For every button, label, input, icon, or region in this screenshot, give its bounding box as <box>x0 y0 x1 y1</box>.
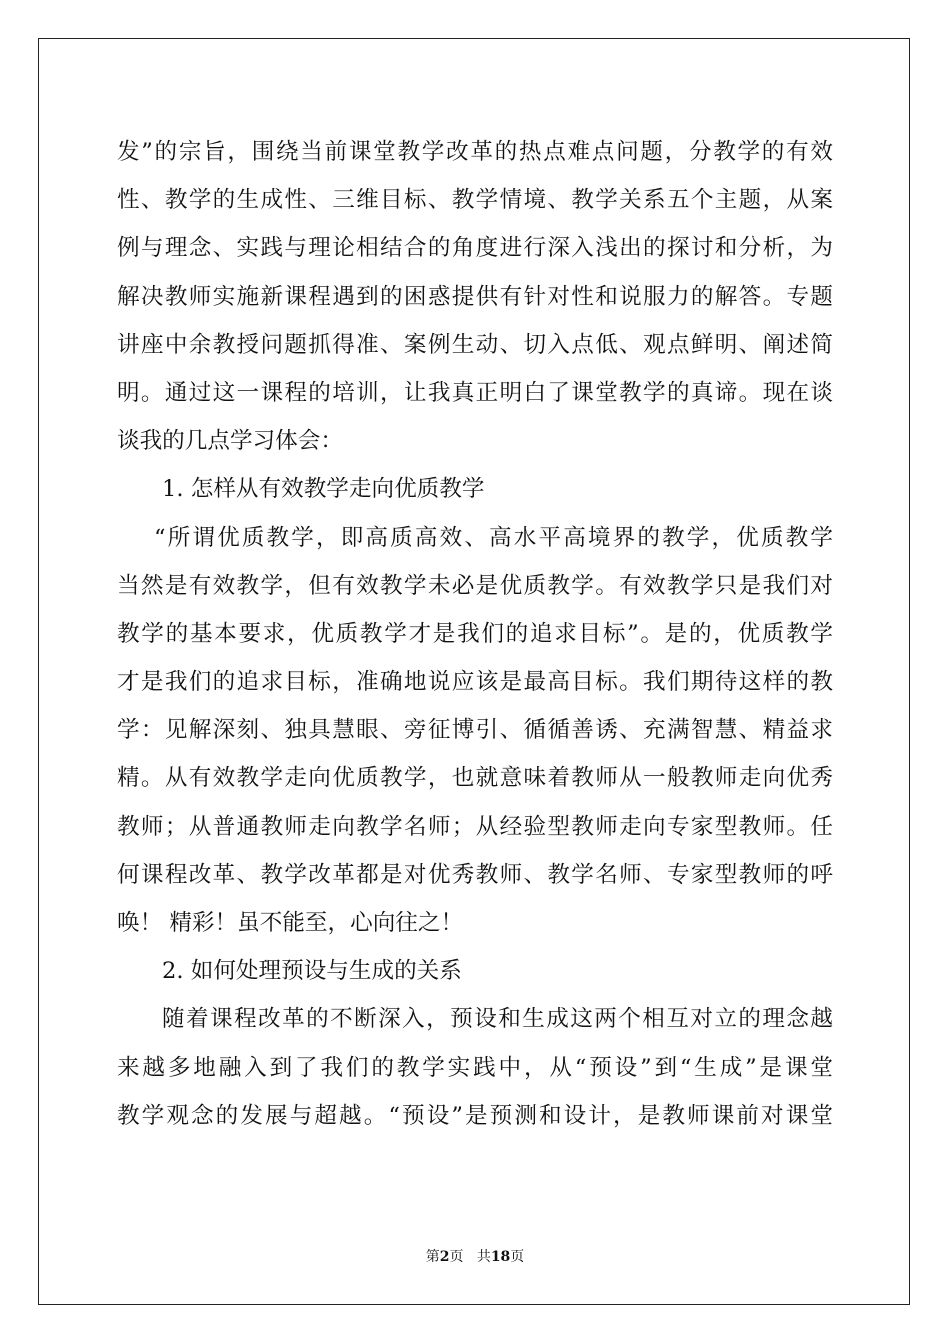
footer-page-suffix: 页 <box>449 1249 464 1265</box>
text-line: 例与理念、实践与理论相结合的角度进行深入浅出的探讨和分析，为 <box>117 235 833 262</box>
document-body <box>117 128 833 1140</box>
total-pages: 18 <box>490 1249 511 1265</box>
text-line: “所谓优质教学，即高质高效、高水平高境界的教学，优质教学 <box>154 524 833 551</box>
text-line: 随着课程改革的不断深入，预设和生成这两个相互对立的理念越 <box>162 1006 833 1033</box>
page-footer <box>0 1246 950 1266</box>
text-line: 谈我的几点学习体会： <box>117 428 343 455</box>
text-line: 发”的宗旨，围绕当前课堂教学改革的热点难点问题，分教学的有效 <box>117 139 833 165</box>
page-number: 2 <box>439 1249 450 1265</box>
text-line: 教学的基本要求，优质教学才是我们的追求目标”。是的，优质教学 <box>117 620 833 647</box>
text-line: 明。通过这一课程的培训，让我真正明白了课堂教学的真谛。现在谈 <box>117 379 833 406</box>
footer-total-prefix: 共 <box>476 1249 491 1265</box>
text-line: 讲座中余教授问题抓得准、案例生动、切入点低、观点鲜明、阐述简 <box>117 331 833 358</box>
text-line: 来越多地融入到了我们的教学实践中，从“预设”到“生成”是课堂 <box>117 1054 833 1081</box>
text-line: 唤！ 精彩！虽不能至，心向往之！ <box>117 910 464 936</box>
text-line: 学：见解深刻、独具慧眼、旁征博引、循循善诱、充满智慧、精益求 <box>117 717 833 744</box>
section-heading-2: 2. 如何处理预设与生成的关系 <box>162 958 462 985</box>
text-line: 性、教学的生成性、三维目标、教学情境、教学关系五个主题，从案 <box>117 187 833 214</box>
text-line: 当然是有效教学，但有效教学未必是优质教学。有效教学只是我们对 <box>117 572 833 599</box>
section-heading-1: 1. 怎样从有效教学走向优质教学 <box>162 476 485 503</box>
footer-total-suffix: 页 <box>510 1249 525 1265</box>
text-line: 教师；从普通教师走向教学名师；从经验型教师走向专家型教师。任 <box>117 813 833 840</box>
text-line: 教学观念的发展与超越。“预设”是预测和设计，是教师课前对课堂 <box>117 1102 833 1129</box>
footer-prefix: 第 <box>425 1249 440 1265</box>
text-line: 何课程改革、教学改革都是对优秀教师、教学名师、专家型教师的呼 <box>117 861 833 888</box>
text-line: 解决教师实施新课程遇到的困惑提供有针对性和说服力的解答。专题 <box>117 283 833 310</box>
text-line: 才是我们的追求目标，准确地说应该是最高目标。我们期待这样的教 <box>117 669 833 696</box>
text-line: 精。从有效教学走向优质教学，也就意味着教师从一般教师走向优秀 <box>117 765 833 792</box>
